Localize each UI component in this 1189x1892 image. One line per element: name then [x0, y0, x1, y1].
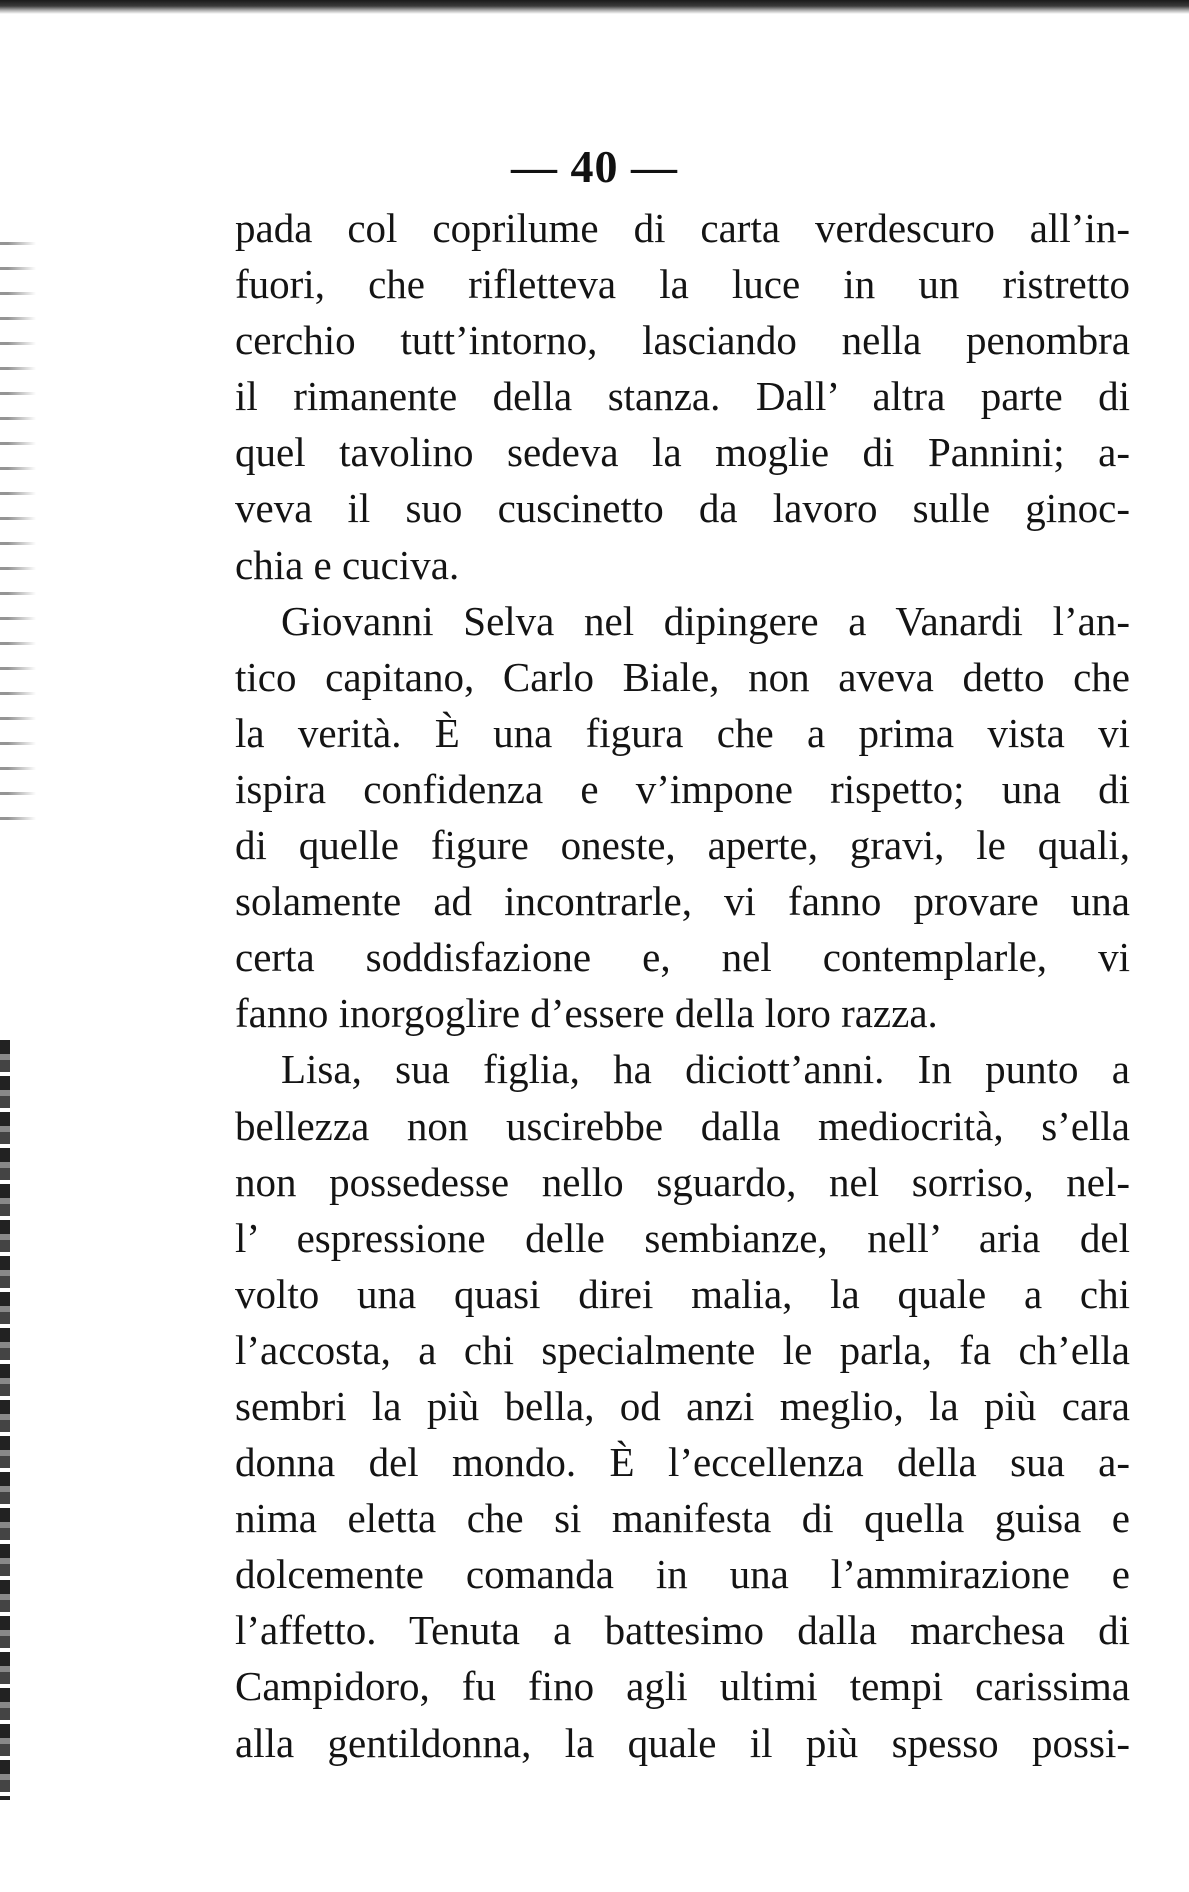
paragraph-1 — [235, 200, 1130, 593]
text-line: alla gentildonna, la quale il più spesso possi- — [235, 1719, 1130, 1766]
text-line: Lisa, sua figlia, ha diciott’anni. In punto a — [281, 1046, 1130, 1093]
text-line: quel tavolino sedeva la moglie di Pannini; a- — [235, 429, 1130, 476]
text-line: l’accosta, a chi specialmente le parla, fa ch’ella — [235, 1326, 1130, 1373]
text-line: non possedesse nello sguardo, nel sorriso, nel- — [235, 1158, 1130, 1205]
text-line: il rimanente della stanza. Dall’ altra parte di — [235, 373, 1130, 420]
text-line: donna del mondo. È l’eccellenza della sua a- — [235, 1439, 1130, 1486]
text-line: ispira confidenza e v’impone rispetto; una di — [235, 765, 1130, 812]
text-line: la verità. È una figura che a prima vista vi — [235, 709, 1130, 756]
scan-left-edge — [0, 1040, 10, 1800]
paragraph-3 — [235, 1041, 1130, 1770]
page-number: — 40 — — [511, 141, 678, 192]
text-line: certa soddisfazione e, nel contemplarle, vi — [235, 934, 1130, 981]
body-text — [235, 200, 1130, 1771]
text-line: pada col coprilume di carta verdescuro all’in- — [235, 205, 1130, 251]
text-line: veva il suo cuscinetto da lavoro sulle ginoc- — [235, 485, 1130, 532]
text-line: fanno inorgoglire d’essere della loro razza. — [235, 990, 938, 1037]
text-line: l’ espressione delle sembianze, nell’ aria del — [235, 1214, 1130, 1261]
scan-left-specks — [0, 220, 36, 820]
paragraph-2 — [235, 593, 1130, 1042]
text-line: bellezza non uscirebbe dalla mediocrità, s’ella — [235, 1102, 1130, 1149]
text-line: volto una quasi direi malia, la quale a chi — [235, 1270, 1130, 1317]
text-line: di quelle figure oneste, aperte, gravi, le quali, — [235, 822, 1130, 869]
text-line: Giovanni Selva nel dipingere a Vanardi l’an- — [281, 597, 1130, 644]
text-line: l’affetto. Tenuta a battesimo dalla marchesa di — [235, 1607, 1130, 1654]
text-line: fuori, che rifletteva la luce in un ristretto — [235, 261, 1130, 308]
text-line: solamente ad incontrarle, vi fanno provare una — [235, 878, 1130, 925]
text-line: cerchio tutt’intorno, lasciando nella penombra — [235, 317, 1130, 364]
text-line: dolcemente comanda in una l’ammirazione e — [235, 1551, 1130, 1598]
text-line: chia e cuciva. — [235, 541, 460, 588]
text-line: sembri la più bella, od anzi meglio, la più cara — [235, 1382, 1130, 1429]
text-line: Campidoro, fu fino agli ultimi tempi carissima — [235, 1663, 1130, 1710]
text-line: tico capitano, Carlo Biale, non aveva detto che — [235, 653, 1130, 700]
scan-top-edge — [0, 0, 1189, 14]
text-line: nima eletta che si manifesta di quella guisa e — [235, 1495, 1130, 1542]
